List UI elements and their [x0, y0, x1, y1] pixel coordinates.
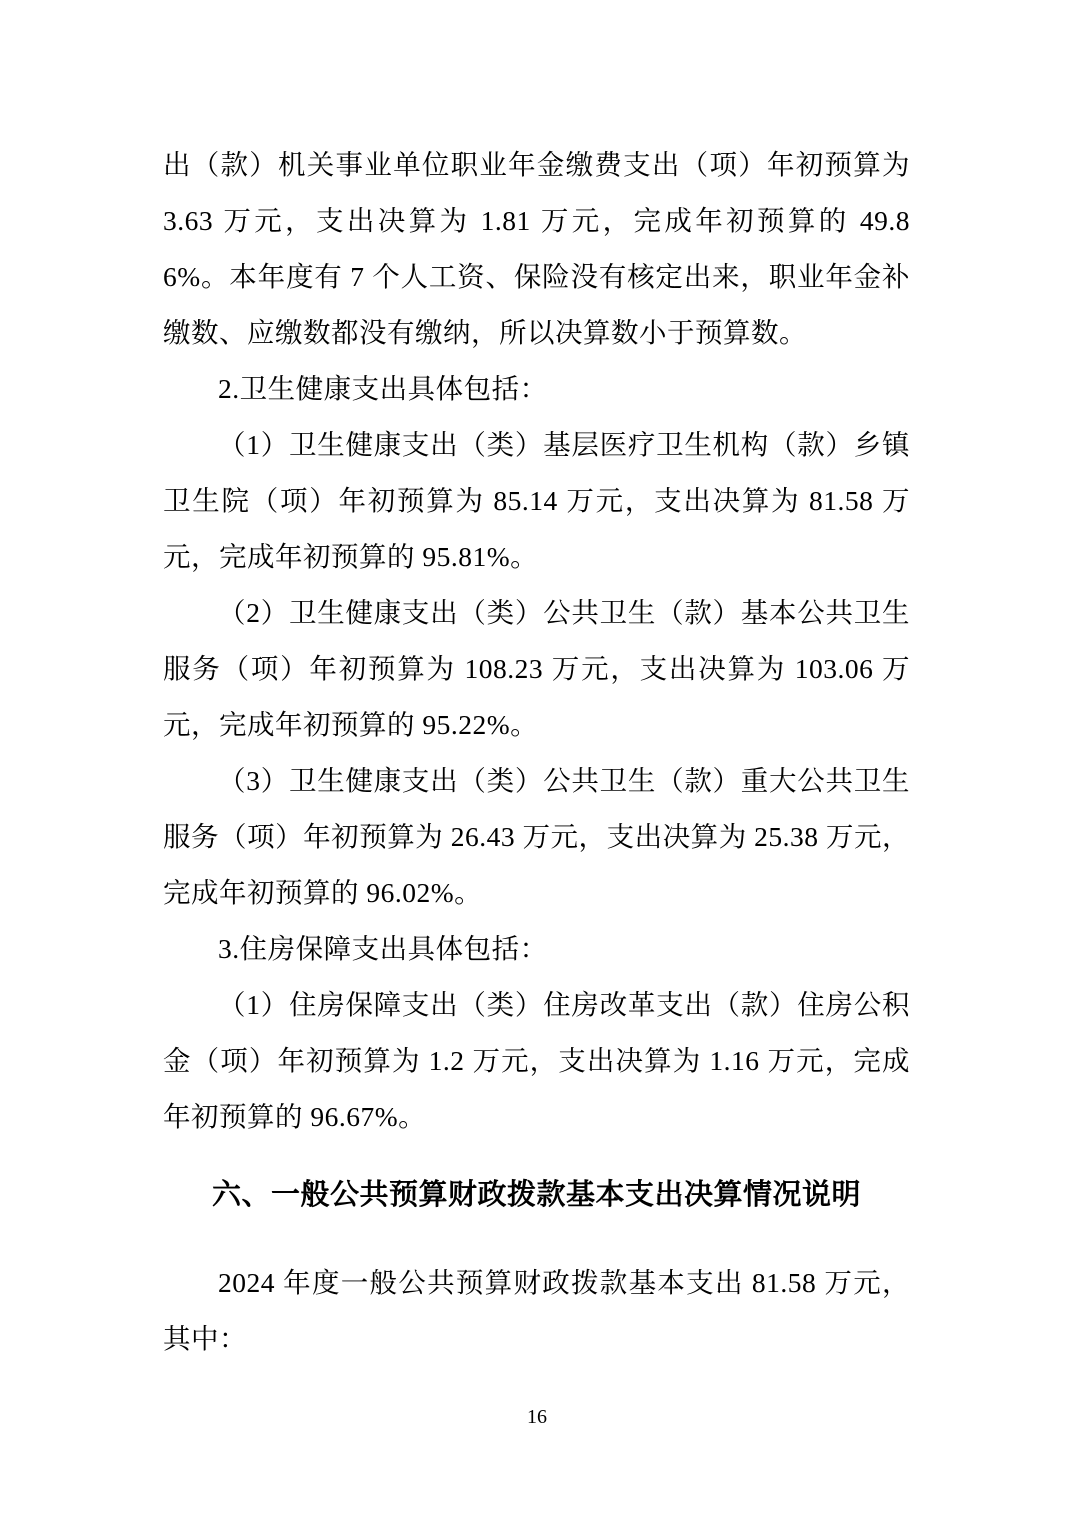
- paragraph-health-item-1: （1）卫生健康支出（类）基层医疗卫生机构（款）乡镇卫生院（项）年初预算为 85.14 万元，支出决算为 81.58 万元，完成年初预算的 95.81%。: [163, 429, 910, 572]
- document-body: [163, 137, 910, 1367]
- paragraph-housing-item-1: （1）住房保障支出（类）住房改革支出（款）住房公积金（项）年初预算为 1.2 万元，支出决算为 1.16 万元，完成年初预算的 96.67%。: [163, 989, 910, 1132]
- paragraph-health-item-2: （2）卫生健康支出（类）公共卫生（款）基本公共卫生服务（项）年初预算为 108.23 万元，支出决算为 103.06 万元，完成年初预算的 95.22%。: [163, 597, 910, 740]
- paragraph-health-item-3: （3）卫生健康支出（类）公共卫生（款）重大公共卫生服务（项）年初预算为 26.43 万元，支出决算为 25.38 万元，完成年初预算的 96.02%。: [163, 765, 910, 908]
- paragraph-housing-intro: 3.住房保障支出具体包括：: [218, 933, 548, 964]
- page-number: 16: [527, 1406, 547, 1428]
- section-heading: 六、一般公共预算财政拨款基本支出决算情况说明: [211, 1179, 861, 1211]
- paragraph-health-intro: 2.卫生健康支出具体包括：: [218, 373, 548, 404]
- paragraph-pension-continuation: 出（款）机关事业单位职业年金缴费支出（项）年初预算为 3.63 万元，支出决算为 1.81 万元，完成年初预算的 49.86%。本年度有 7 个人工资、保险没有核定出来，职业年金补缴数、应缴数都没有缴纳，所以决算数小于预算数。: [163, 149, 910, 348]
- paragraph-basic-expenditure-summary: 2024 年度一般公共预算财政拨款基本支出 81.58 万元，其中：: [163, 1267, 910, 1354]
